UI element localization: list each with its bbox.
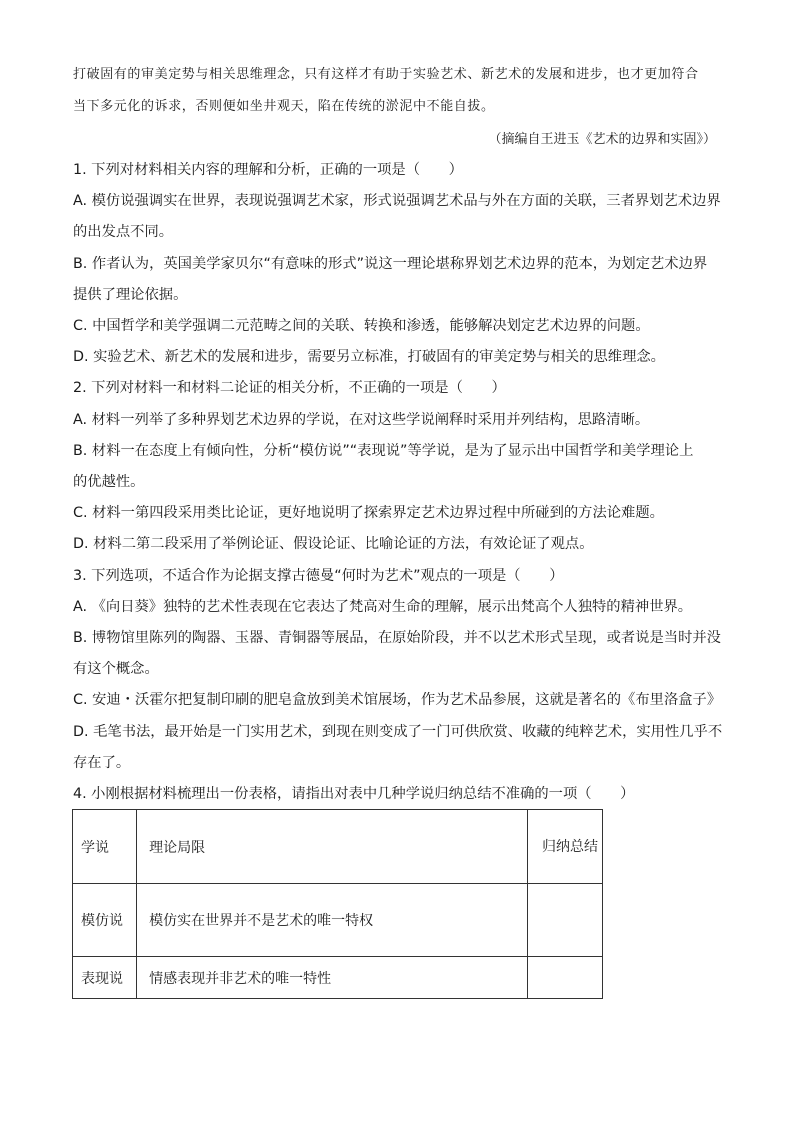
passage-line: 当下多元化的诉求，否则便如坐井观天，陷在传统的淤泥中不能自拔。 — [73, 99, 495, 114]
table-row — [73, 957, 603, 999]
passage-line: 打破固有的审美定势与相关思维理念，只有这样才有助于实验艺术、新艺术的发展和进步，也才更加符合 — [73, 67, 699, 82]
option-line: C. 中国哲学和美学强调二元范畴之间的关联、转换和渗透，能够解决划定艺术边界的问题。 — [73, 318, 650, 334]
table-cell — [527, 884, 602, 957]
option-line: A. 材料一列举了多种界划艺术边界的学说，在对这些学说阐释时采用并列结构，思路清晰。 — [73, 412, 650, 428]
option-line: 的出发点不同。 — [73, 224, 174, 240]
question-stem: 1. 下列对材料相关内容的理解和分析，正确的一项是（ ） — [73, 162, 463, 178]
table-header-text: 归纳总结 — [541, 838, 598, 855]
option-line: 有这个概念。 — [73, 661, 159, 677]
passage-source: （摘编自王进玉《艺术的边界和实固》） — [488, 132, 716, 147]
option-line: B. 作者认为，英国美学家贝尔“有意味的形式”说这一理论堪称界划艺术边界的范本，为划定艺术边界 — [73, 256, 708, 272]
option-line: B. 材料一在态度上有倾向性，分析“模仿说”“表现说”等学说，是为了显示出中国哲学和美学理论上 — [73, 443, 694, 459]
table-header-cell: 学说 — [73, 810, 137, 884]
summary-table — [72, 809, 603, 999]
option-line: D. 材料二第二段采用了举例论证、假设论证、比喻论证的方法，有效论证了观点。 — [73, 536, 594, 552]
question-stem: 3. 下列选项，不适合作为论据支撑古德曼“何时为艺术”观点的一项是（ ） — [73, 568, 564, 584]
option-line: C. 安迪・沃霍尔把复制印刷的肥皂盒放到美术馆展场，作为艺术品参展，这就是著名的《布里洛盒子》 — [73, 692, 722, 708]
option-line: A. 《向日葵》独特的艺术性表现在它表达了梵高对生命的理解，展示出梵高个人独特的精神世界。 — [73, 599, 693, 615]
option-line: 存在了。 — [73, 755, 131, 771]
table-row — [73, 884, 603, 957]
option-line: D. 实验艺术、新艺术的发展和进步，需要另立标准，打破固有的审美定势与相关的思维理念。 — [73, 349, 665, 365]
option-line: D. 毛笔书法，最开始是一门实用艺术，到现在则变成了一门可供欣赏、收藏的纯粹艺术，实用性几乎不 — [73, 724, 723, 740]
option-line: 提供了理论依据。 — [73, 287, 188, 303]
table-cell: 表现说 — [73, 957, 137, 999]
table-header-row — [73, 810, 603, 884]
question-stem: 2. 下列对材料一和材料二论证的相关分析，不正确的一项是（ ） — [73, 380, 506, 396]
question-stem: 4. 小刚根据材料梳理出一份表格，请指出对表中几种学说归纳总结不准确的一项（ ） — [73, 786, 635, 802]
option-line: A. 模仿说强调实在世界，表现说强调艺术家，形式说强调艺术品与外在方面的关联，三者界划艺术边界 — [73, 193, 721, 209]
table-cell: 模仿实在世界并不是艺术的唯一特权 — [137, 884, 528, 957]
option-line: C. 材料一第四段采用类比论证，更好地说明了探索界定艺术边界过程中所碰到的方法论难题。 — [73, 505, 664, 521]
table-cell: 模仿说 — [73, 884, 137, 957]
table-header-cell — [527, 810, 602, 884]
table-cell: 情感表现并非艺术的唯一特性 — [137, 957, 528, 999]
option-line: 的优越性。 — [73, 474, 145, 490]
option-line: B. 博物馆里陈列的陶器、玉器、青铜器等展品，在原始阶段，并不以艺术形式呈现，或者说是当时并没 — [73, 630, 721, 646]
table-cell — [527, 957, 602, 999]
table-header-cell: 理论局限 — [137, 810, 528, 884]
